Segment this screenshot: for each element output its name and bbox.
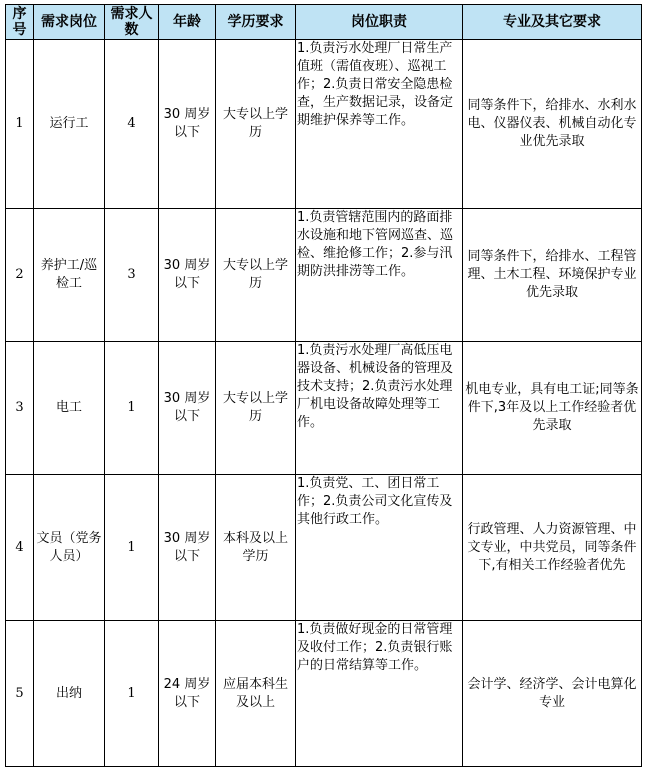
table-row xyxy=(6,475,642,621)
row-count: 1 xyxy=(105,475,159,621)
table-row xyxy=(6,621,642,767)
row-age: 24 周岁以下 xyxy=(159,621,216,767)
row-position: 养护工/巡检工 xyxy=(34,209,105,342)
header-major: 专业及其它要求 xyxy=(463,5,642,40)
header-duties: 岗位职责 xyxy=(296,5,463,40)
table-row xyxy=(6,40,642,209)
row-position: 文员（党务人员） xyxy=(34,475,105,621)
row-duties: 1.负责管辖范围内的路面排水设施和地下管网巡查、巡检、维抢修工作；2.参与汛期防洪排涝等工作。 xyxy=(296,209,463,342)
row-duties: 1.负责污水处理厂日常生产值班（需值夜班）、巡视工作；2.负责日常安全隐患检查，生产数据记录，设备定期维护保养等工作。 xyxy=(296,40,463,209)
header-count: 需求人数 xyxy=(105,5,159,40)
row-position: 电工 xyxy=(34,342,105,475)
row-seq: 4 xyxy=(6,475,34,621)
row-age: 30 周岁以下 xyxy=(159,475,216,621)
job-requirements-table xyxy=(5,4,642,767)
row-major: 同等条件下，给排水、水利水电、仪器仪表、机械自动化专业优先录取 xyxy=(463,40,642,209)
row-age: 30 周岁以下 xyxy=(159,209,216,342)
row-major: 同等条件下，给排水、工程管理、土木工程、环境保护专业优先录取 xyxy=(463,209,642,342)
header-education: 学历要求 xyxy=(216,5,296,40)
row-count: 3 xyxy=(105,209,159,342)
header-age: 年龄 xyxy=(159,5,216,40)
row-position: 出纳 xyxy=(34,621,105,767)
row-duties: 1.负责污水处理厂高低压电器设备、机械设备的管理及技术支持；2.负责污水处理厂机电设备故障处理等工作。 xyxy=(296,342,463,475)
row-major: 机电专业，具有电工证;同等条件下,3年及以上工作经验者优先录取 xyxy=(463,342,642,475)
row-seq: 3 xyxy=(6,342,34,475)
row-education: 应届本科生及以上 xyxy=(216,621,296,767)
row-education: 大专以上学历 xyxy=(216,40,296,209)
row-seq: 2 xyxy=(6,209,34,342)
row-duties: 1.负责做好现金的日常管理及收付工作；2.负责银行账户的日常结算等工作。 xyxy=(296,621,463,767)
row-education: 大专以上学历 xyxy=(216,342,296,475)
row-count: 1 xyxy=(105,342,159,475)
row-age: 30 周岁以下 xyxy=(159,342,216,475)
row-age: 30 周岁以下 xyxy=(159,40,216,209)
row-seq: 5 xyxy=(6,621,34,767)
row-seq: 1 xyxy=(6,40,34,209)
table-row xyxy=(6,342,642,475)
row-major: 行政管理、人力资源管理、中文专业，中共党员，同等条件下,有相关工作经验者优先 xyxy=(463,475,642,621)
row-education: 本科及以上学历 xyxy=(216,475,296,621)
header-position: 需求岗位 xyxy=(34,5,105,40)
row-count: 4 xyxy=(105,40,159,209)
row-education: 大专以上学历 xyxy=(216,209,296,342)
table-header-row xyxy=(6,5,642,40)
table-row xyxy=(6,209,642,342)
header-seq: 序号 xyxy=(6,5,34,40)
row-duties: 1.负责党、工、团日常工作；2.负责公司文化宣传及其他行政工作。 xyxy=(296,475,463,621)
row-major: 会计学、经济学、会计电算化专业 xyxy=(463,621,642,767)
row-position: 运行工 xyxy=(34,40,105,209)
row-count: 1 xyxy=(105,621,159,767)
